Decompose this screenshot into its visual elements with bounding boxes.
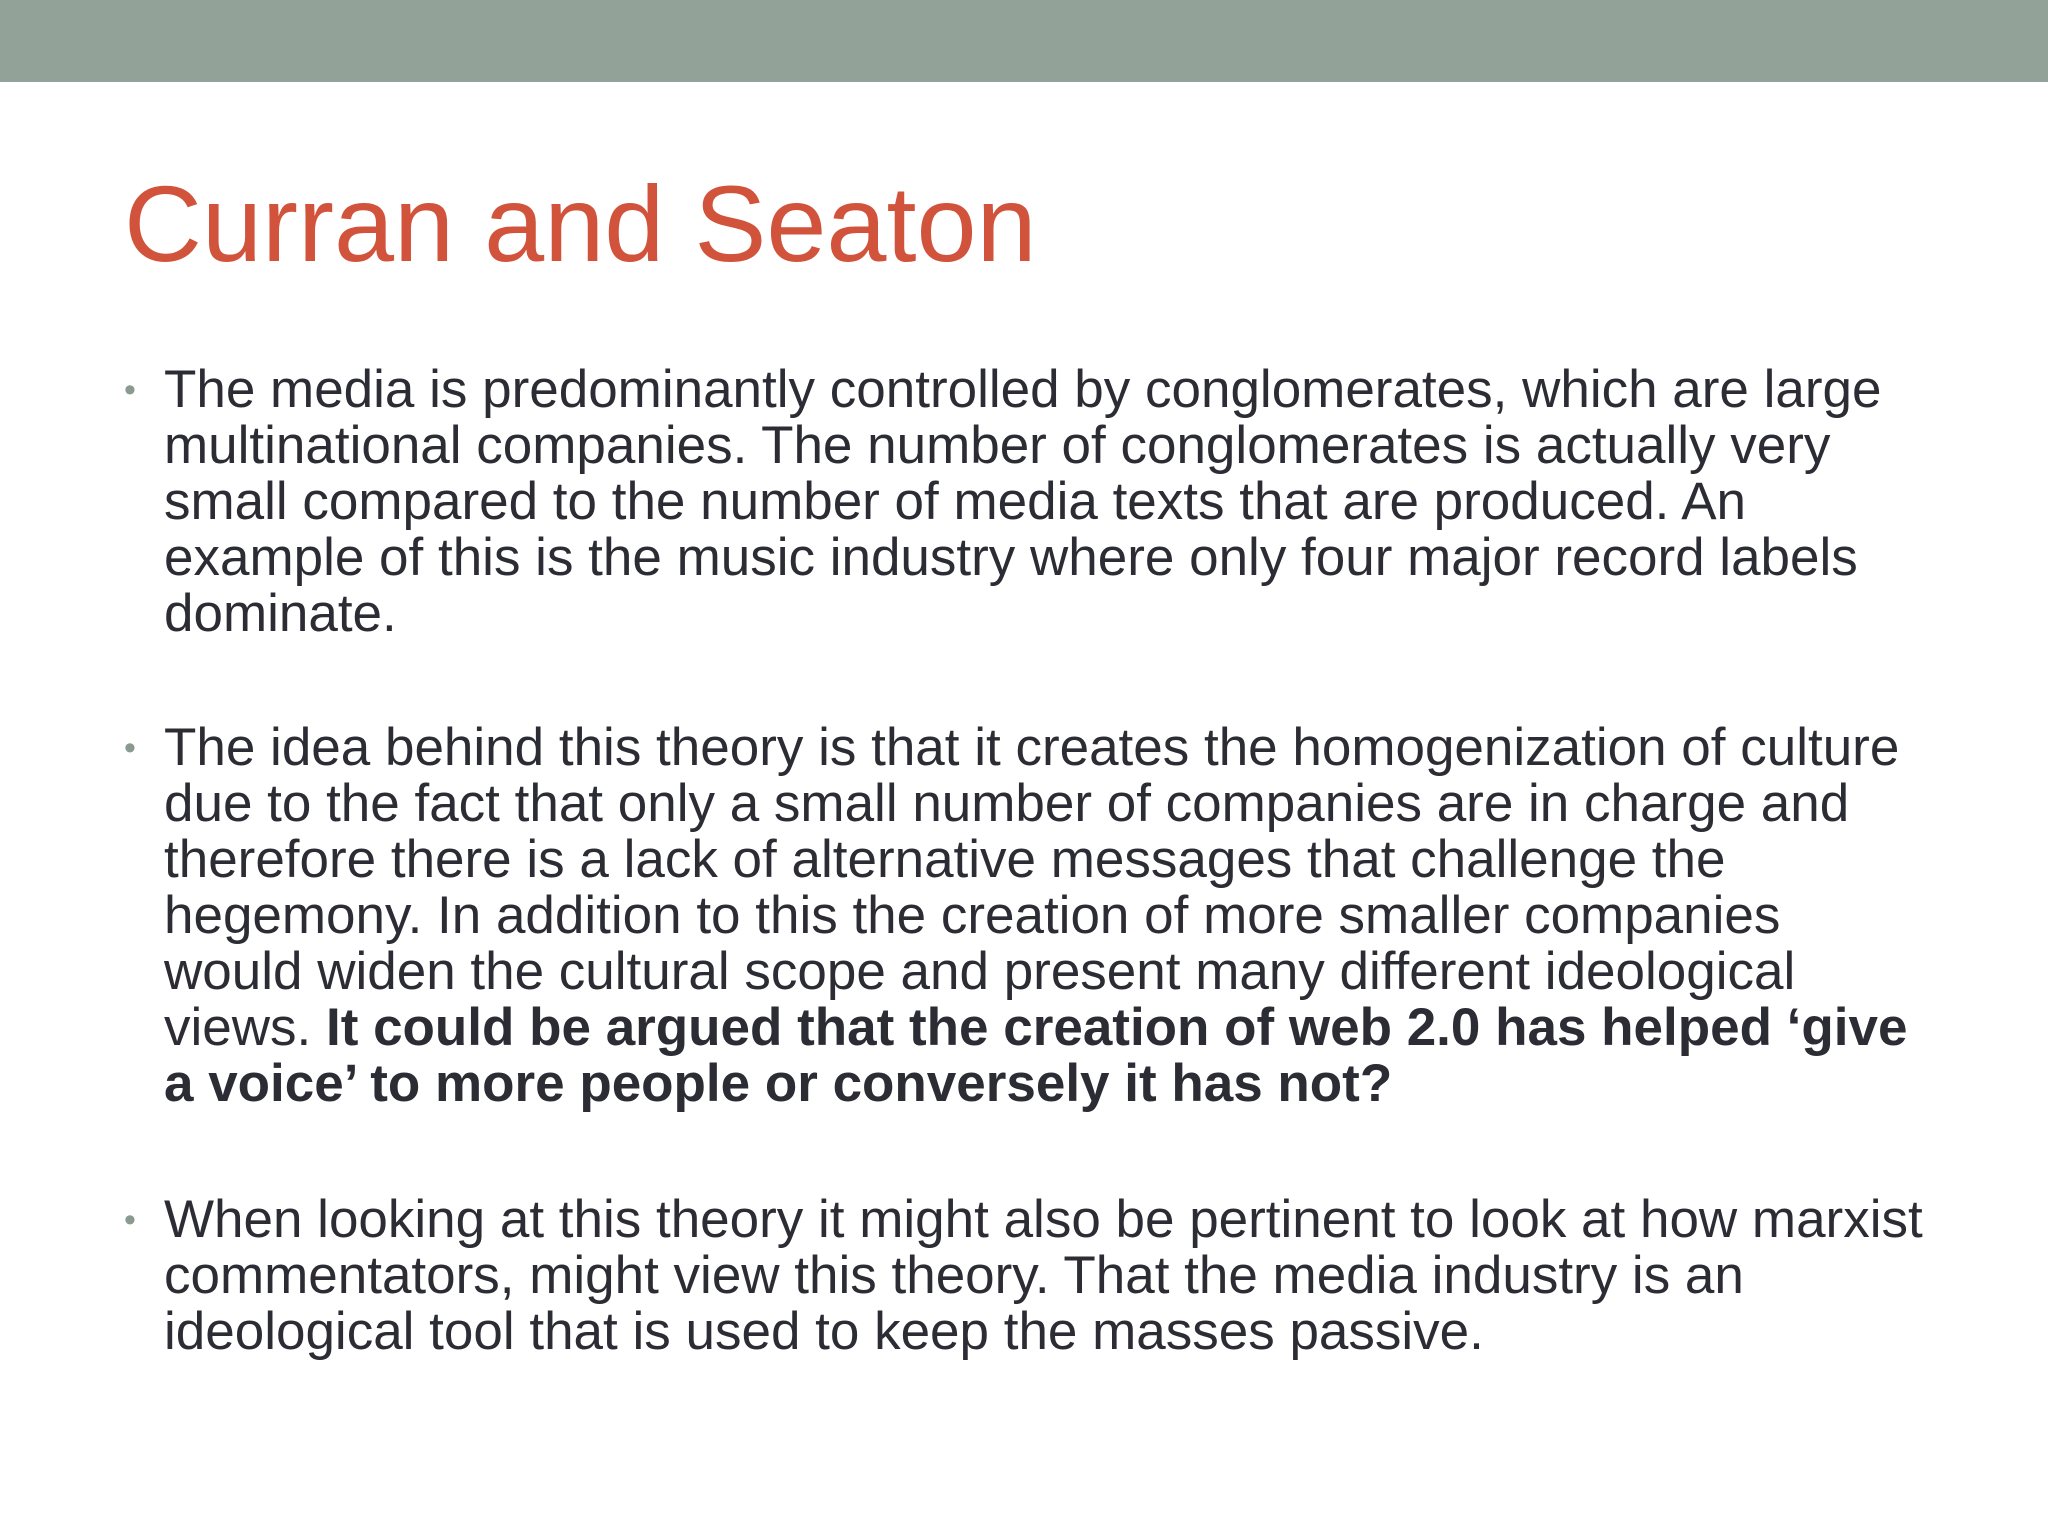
bullet-text: The idea behind this theory is that it creates the homogenization of culture due to the fact that only a small number of companies are in charge and therefore there is a lack of alternative messages that challenge the hegemony. In addition to this the creation of more smaller companies would widen the cultural scope and present many different ideological views. — [164, 718, 1900, 1057]
bullet-item-homogenization — [124, 720, 1924, 1112]
bullet-bold-question: It could be argued that the creation of web 2.0 has helped ‘give a voice’ to more people or conversely it has not? — [164, 998, 1908, 1113]
bullet-text: The media is predominantly controlled by conglomerates, which are large multinational companies. The number of conglomerates is actually very small compared to the number of media texts that are produced. An example of this is the music industry where only four major record labels dominate. — [164, 360, 1882, 643]
slide-title: Curran and Seaton — [124, 163, 1037, 284]
bullet-dot-icon: • — [124, 371, 136, 409]
bullet-item-marxist — [124, 1192, 1924, 1360]
bullet-list — [124, 362, 1924, 1438]
bullet-dot-icon: • — [124, 1201, 136, 1239]
top-accent-bar — [0, 0, 2048, 82]
bullet-dot-icon: • — [124, 729, 136, 767]
bullet-text: When looking at this theory it might also be pertinent to look at how marxist commentators, might view this theory. That the media industry is an ideological tool that is used to keep the masses passive. — [164, 1190, 1923, 1361]
bullet-item-conglomerates — [124, 362, 1924, 642]
